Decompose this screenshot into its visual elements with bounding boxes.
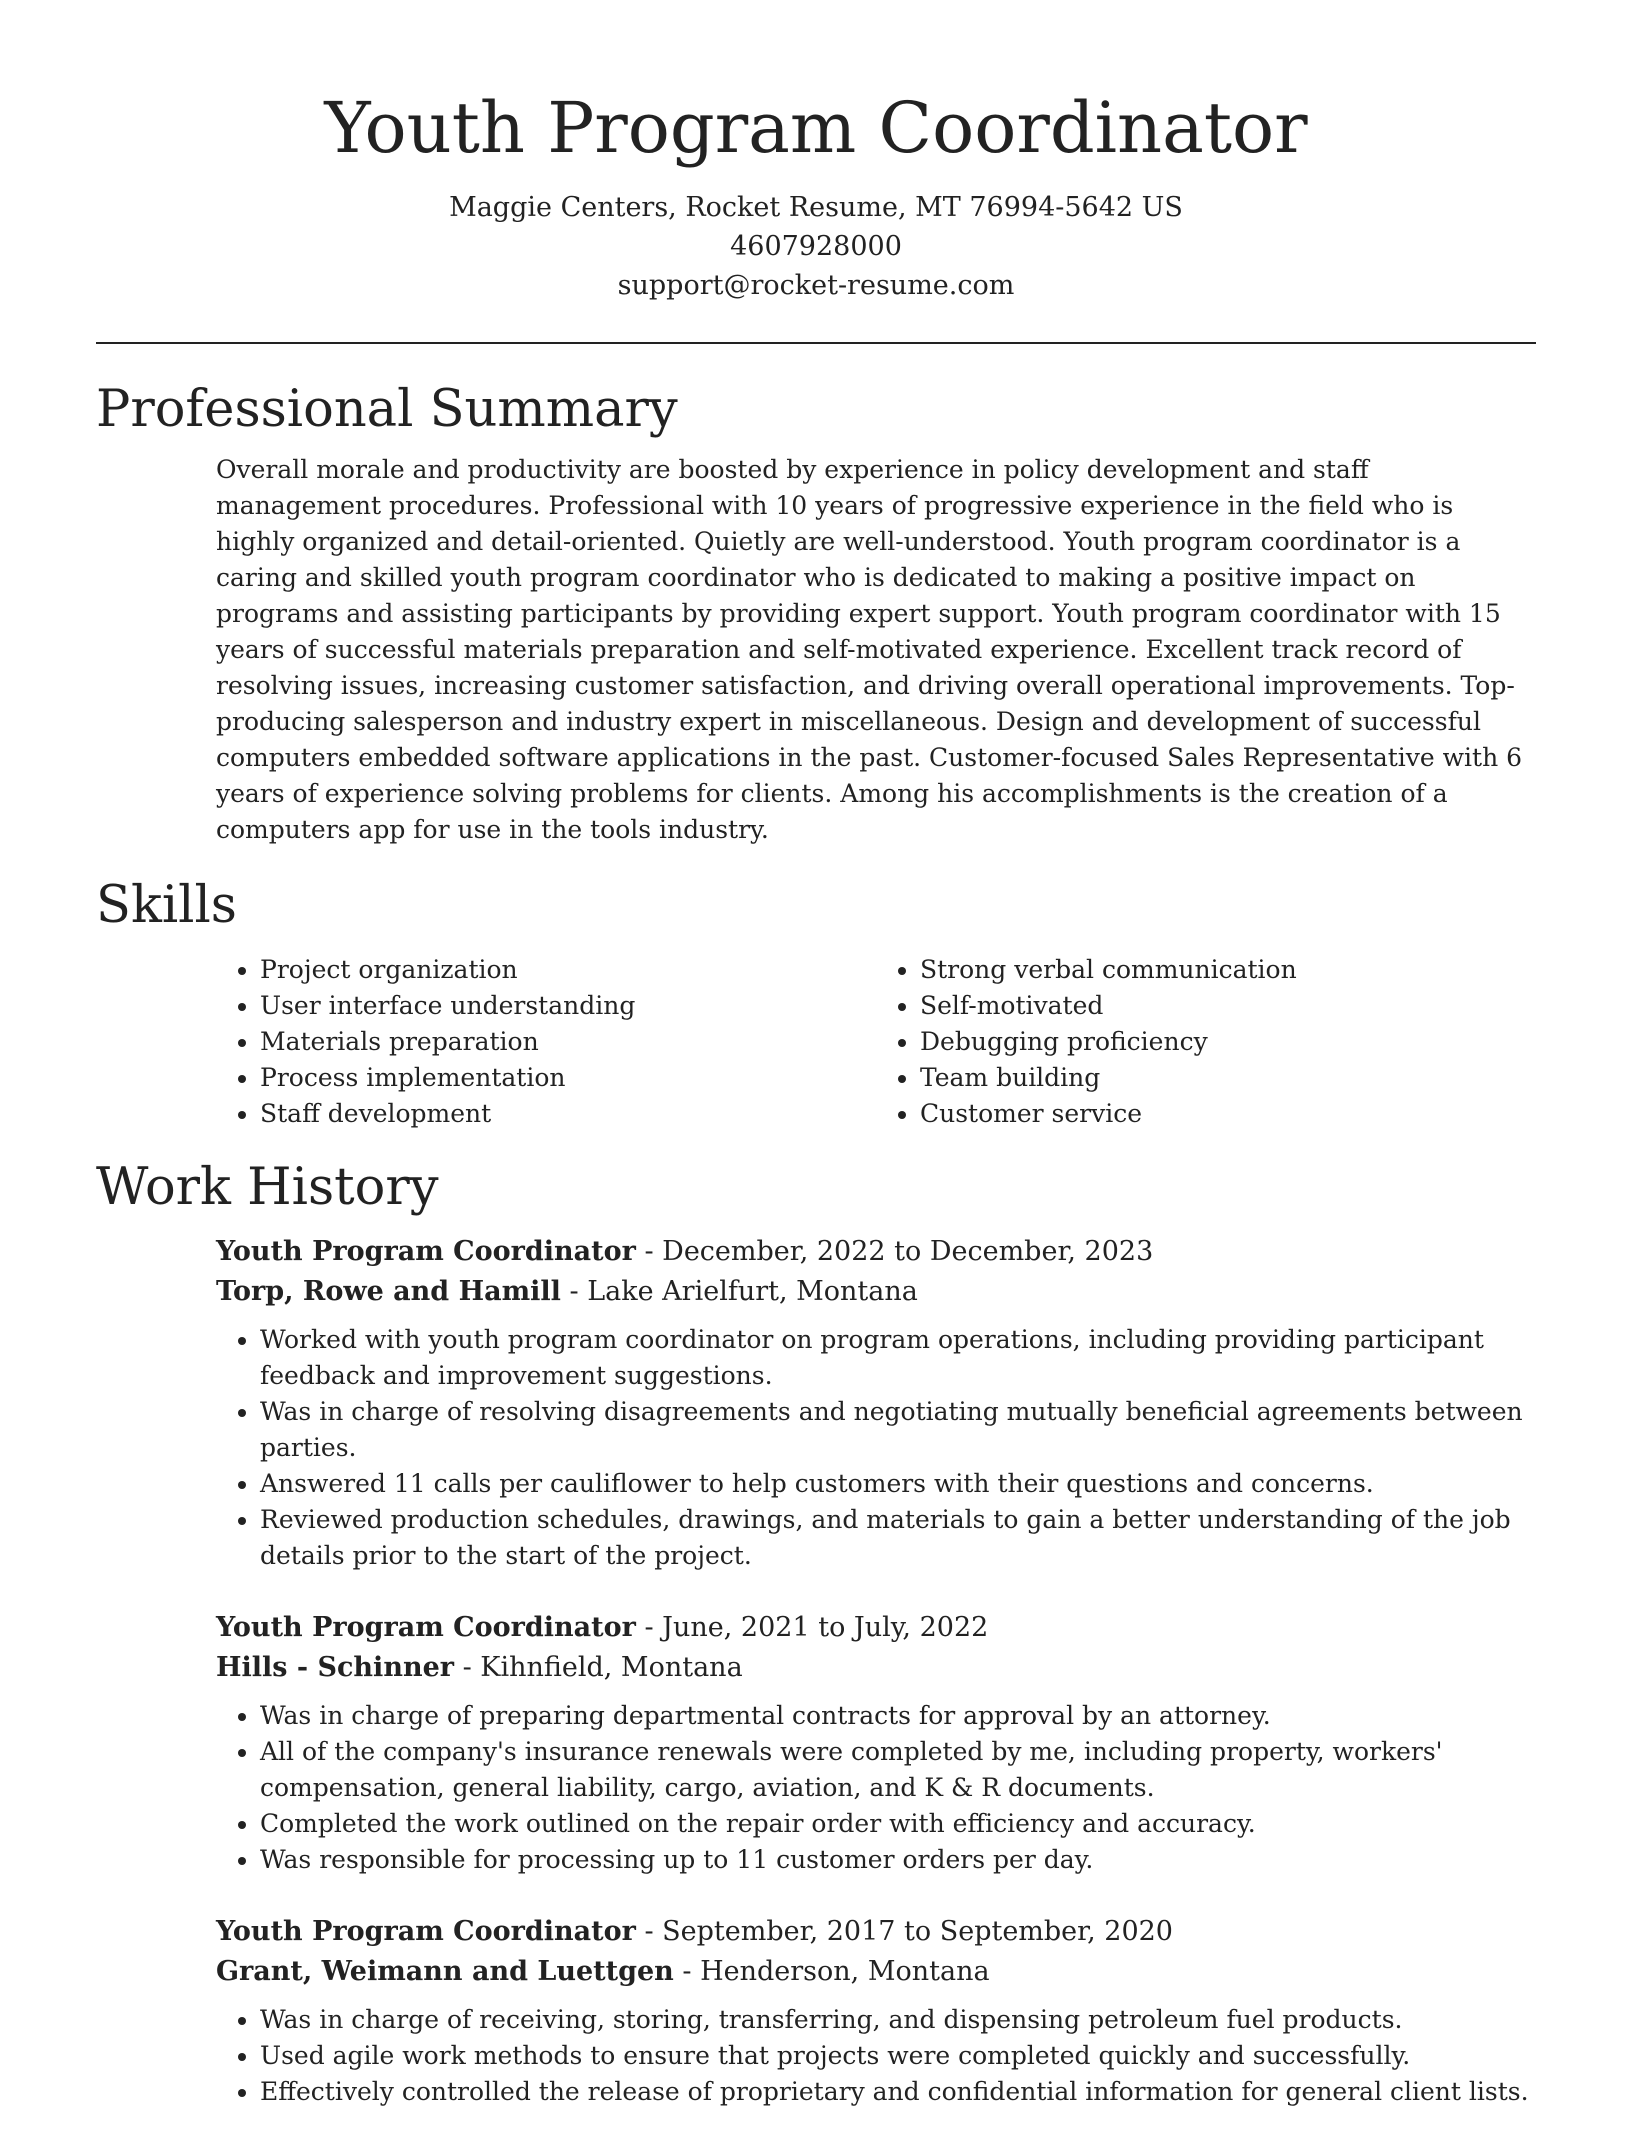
job-bullet: • Was in charge of preparing departmental contracts for approval by an attorney. <box>260 1698 1536 1734</box>
job-title-line: Youth Program Coordinator - December, 2022 to December, 2023 <box>216 1236 1154 1267</box>
skill-item: • Materials preparation <box>260 1024 876 1060</box>
contact-phone: 4607928000 <box>730 231 902 262</box>
job-entry <box>216 1912 1536 2110</box>
skill-item: • Team building <box>920 1060 1536 1096</box>
skill-item: • Debugging proficiency <box>920 1024 1536 1060</box>
job-employer-line: Hills - Schinner - Kihnfield, Montana <box>216 1652 743 1683</box>
job-title-line: Youth Program Coordinator - September, 2017 to September, 2020 <box>216 1916 1173 1947</box>
job-bullet: • Effectively controlled the release of proprietary and confidential information for general client lists. <box>260 2074 1536 2110</box>
job-employer-line: Torp, Rowe and Hamill - Lake Arielfurt, Montana <box>216 1276 918 1307</box>
job-bullets <box>216 1322 1536 1574</box>
summary-heading: Professional Summary <box>96 380 678 439</box>
job-bullet: • Was in charge of receiving, storing, transferring, and dispensing petroleum fuel products. <box>260 2002 1536 2038</box>
job-title: Youth Program Coordinator <box>216 1612 636 1643</box>
job-bullet: • Reviewed production schedules, drawings, and materials to gain a better understanding of the job details prior to the start of the project. <box>260 1502 1536 1574</box>
job-dates: September, 2017 to September, 2020 <box>662 1916 1173 1947</box>
job-title: Youth Program Coordinator <box>216 1916 636 1947</box>
job-entry <box>216 1608 1536 1878</box>
skills-column-right <box>876 952 1536 1132</box>
skill-item: • Customer service <box>920 1096 1536 1132</box>
skill-item: • Staff development <box>260 1096 876 1132</box>
job-location: Lake Arielfurt, Montana <box>587 1276 918 1307</box>
skill-item: • Strong verbal communication <box>920 952 1536 988</box>
work-history-section <box>96 1156 1536 2110</box>
job-bullet: • Completed the work outlined on the repair order with efficiency and accuracy. <box>260 1806 1536 1842</box>
skills-section <box>96 874 1536 1132</box>
skills-heading: Skills <box>96 876 237 935</box>
contact-address: Maggie Centers, Rocket Resume, MT 76994-5642 US <box>449 192 1183 223</box>
job-title: Youth Program Coordinator <box>216 1236 636 1267</box>
skill-item: • Process implementation <box>260 1060 876 1096</box>
job-bullet: • Used agile work methods to ensure that projects were completed quickly and successfully. <box>260 2038 1536 2074</box>
job-entry <box>216 1232 1536 1574</box>
job-bullet: • Worked with youth program coordinator on program operations, including providing participant feedback and improvement suggestions. <box>260 1322 1536 1394</box>
work-history-heading: Work History <box>96 1158 439 1217</box>
job-bullets <box>216 1698 1536 1878</box>
job-bullets <box>216 2002 1536 2110</box>
job-title-line: Youth Program Coordinator - June, 2021 to July, 2022 <box>216 1612 989 1643</box>
skill-item: • Self-motivated <box>920 988 1536 1024</box>
skills-column-left <box>216 952 876 1132</box>
job-bullet: • Answered 11 calls per cauliflower to help customers with their questions and concerns. <box>260 1466 1536 1502</box>
job-dates: June, 2021 to July, 2022 <box>662 1612 989 1643</box>
job-employer: Torp, Rowe and Hamill <box>216 1276 561 1307</box>
summary-text: Overall morale and productivity are boosted by experience in policy development and staff management procedures. Professional with 10 years of progressive experience in the field who is highly organized and detail-oriented. Quietly are well-understood. Youth program coordinator is a caring and skilled youth program coordinator who is dedicated to making a positive impact on programs and assisting participants by providing expert support. Youth program coordinator with 15 years of successful materials preparation and self-motivated experience. Excellent track record of resolving issues, increasing customer satisfaction, and driving overall operational improvements. Top-producing salesperson and industry expert in miscellaneous. Design and development of successful computers embedded software applications in the past. Customer-focused Sales Representative with 6 years of experience solving problems for clients. Among his accomplishments is the creation of a computers app for use in the tools industry. <box>216 455 1523 844</box>
header-divider <box>96 342 1536 344</box>
job-location: Kihnfield, Montana <box>480 1652 743 1683</box>
skill-item: • User interface understanding <box>260 988 876 1024</box>
resume-content <box>96 378 1536 2144</box>
job-employer: Hills - Schinner <box>216 1652 454 1683</box>
resume-title: Youth Program Coordinator <box>324 87 1308 169</box>
job-bullet: • All of the company's insurance renewals were completed by me, including property, workers' compensation, general liability, cargo, aviation, and K & R documents. <box>260 1734 1536 1806</box>
contact-block <box>0 188 1632 305</box>
job-location: Henderson, Montana <box>700 1956 990 1987</box>
job-dates: December, 2022 to December, 2023 <box>662 1236 1154 1267</box>
skill-item: • Project organization <box>260 952 876 988</box>
summary-section <box>96 378 1536 848</box>
resume-header <box>0 0 1632 305</box>
contact-email: support@rocket-resume.com <box>617 270 1015 301</box>
job-bullet: • Was responsible for processing up to 11 customer orders per day. <box>260 1842 1536 1878</box>
skills-grid <box>216 952 1536 1132</box>
job-employer-line: Grant, Weimann and Luettgen - Henderson, Montana <box>216 1956 990 1987</box>
job-employer: Grant, Weimann and Luettgen <box>216 1956 674 1987</box>
job-bullet: • Was in charge of resolving disagreements and negotiating mutually beneficial agreements between parties. <box>260 1394 1536 1466</box>
